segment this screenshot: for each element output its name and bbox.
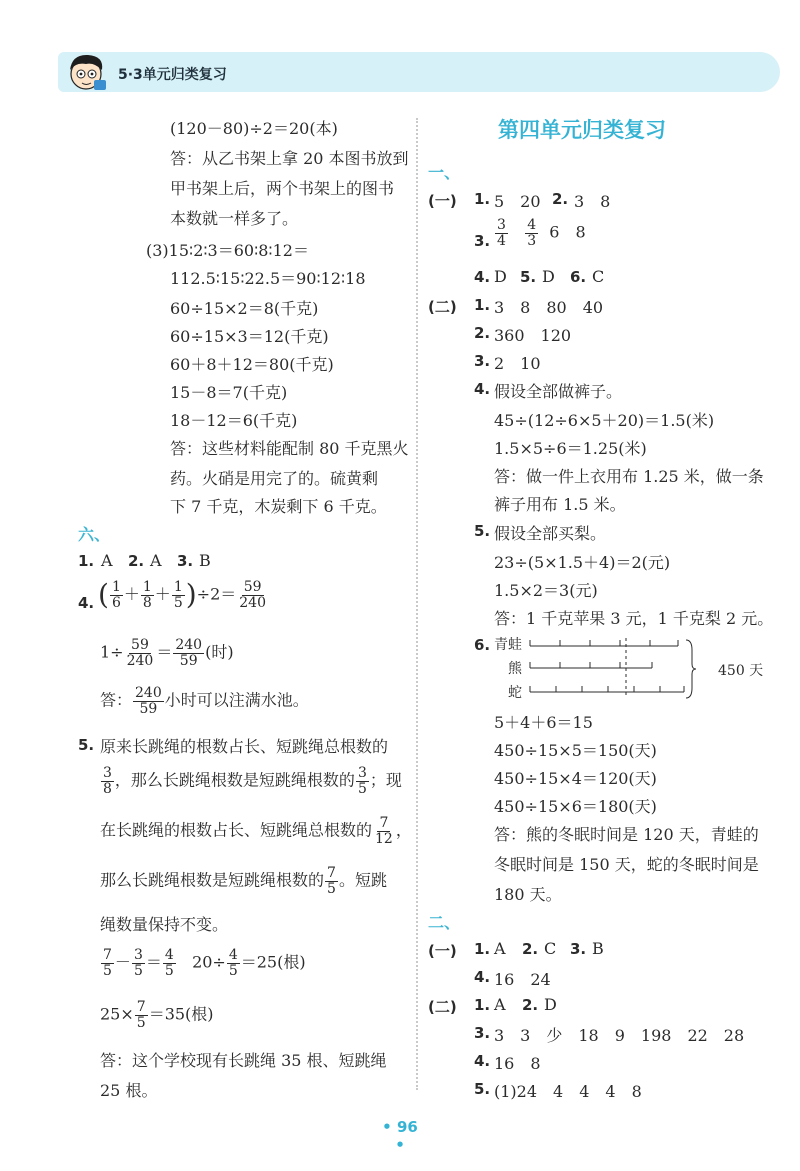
question-number: 2. <box>474 324 491 342</box>
calc-line: 45÷(12÷6×5＋20)＝1.5(米) <box>494 411 715 430</box>
answer-text: $\frac{3}{4}$ $\frac{4}{3}$ 6 8 <box>497 217 586 249</box>
answer-line: 药。火硝是用完了的。硫黄剩 <box>170 469 379 488</box>
question-number: 2. <box>552 190 569 208</box>
calc-line: 5＋4＋6＝15 <box>494 713 593 732</box>
calc-line: 15－8＝7(千克) <box>170 383 288 402</box>
question-number: 3. <box>570 940 587 958</box>
answer-text: A <box>494 995 506 1014</box>
question-number: 4. <box>474 380 491 398</box>
formula-line: $\frac{7}{5}$ － $\frac{3}{5}$ ＝ $\frac{4}{5}$ 20÷ $\frac{4}{5}$ ＝25(根) <box>103 947 306 979</box>
part-label: (一) <box>428 942 457 960</box>
diagram-label-snake: 蛇 <box>508 685 522 701</box>
problem-line: 那么长跳绳根数是短跳绳根数的 $\frac{7}{5}$ 。短跳 <box>100 865 387 897</box>
calc-line: (120－80)÷2＝20(本) <box>170 119 338 138</box>
calc-line: 1.5×5÷6＝1.25(米) <box>494 439 647 458</box>
header-title: 5·3单元归类复习 <box>118 67 227 83</box>
question-number: 5. <box>474 522 491 540</box>
question-number: 3. <box>474 232 491 250</box>
answer-line: 答：这个学校现有长跳绳 35 根、短跳绳 <box>100 1051 387 1070</box>
answer-text: 假设全部做裤子。 <box>494 382 623 401</box>
question-number: 1. <box>474 996 491 1014</box>
answer-line: 180 天。 <box>494 885 562 904</box>
problem-line: 绳数量保持不变。 <box>100 915 229 934</box>
answer-text: C <box>544 939 557 958</box>
answer-line: 25 根。 <box>100 1081 158 1100</box>
calc-line: 23÷(5×1.5＋4)＝2(元) <box>494 553 671 572</box>
fraction: $\frac{3}{8}$ <box>103 765 112 797</box>
question-number: 2. <box>522 996 539 1014</box>
answer-line: 裤子用布 1.5 米。 <box>494 495 626 514</box>
question-number: 4. <box>78 594 95 612</box>
answer-text: B <box>199 551 211 570</box>
page-number: • 96 • <box>382 1118 418 1154</box>
answer-line: 答：熊的冬眠时间是 120 天，青蛙的 <box>494 825 759 844</box>
answer-text: A <box>150 551 162 570</box>
unit-title: 第四单元归类复习 <box>498 118 666 142</box>
answer-text: B <box>592 939 604 958</box>
question-number: 6. <box>474 636 491 654</box>
part-label: (二) <box>428 998 457 1016</box>
question-number: 2. <box>522 940 539 958</box>
answer-line: 答：从乙书架上拿 20 本图书放到 <box>170 149 409 168</box>
calc-line: (3)15∶2∶3＝60∶8∶12＝ <box>146 241 309 260</box>
question-number: 1. <box>474 190 491 208</box>
fraction: $\frac{4}{3}$ <box>527 217 537 249</box>
question-number: 5. <box>474 1080 491 1098</box>
section-heading: 六、 <box>78 525 111 544</box>
answer-text: D <box>544 995 557 1014</box>
fraction: $\frac{240}{59}$ <box>135 685 162 717</box>
fraction: $\frac{1}{6}$ <box>111 579 121 611</box>
part-label: (一) <box>428 192 457 210</box>
part-label: (二) <box>428 298 457 316</box>
answer-text: 16 24 <box>494 970 551 989</box>
fraction: $\frac{59}{240}$ <box>126 637 154 669</box>
section-heading: 二、 <box>428 913 461 932</box>
question-number: 1. <box>474 940 491 958</box>
column-divider <box>416 118 418 1090</box>
fraction: $\frac{240}{59}$ <box>175 637 203 669</box>
answer-text: 3 8 <box>574 192 611 211</box>
calc-line: 1.5×2＝3(元) <box>494 581 598 600</box>
answer-text: (1)24 4 4 4 8 <box>494 1082 642 1101</box>
fraction: $\frac{7}{12}$ <box>375 815 393 847</box>
question-number: 1. <box>474 296 491 314</box>
formula-line: ( $\frac{1}{6}$ ＋ $\frac{1}{8}$ ＋ $\frac{1}{5}$ )÷2＝ $\frac{59}{240}$ <box>98 578 266 612</box>
diagram-label-frog: 青蛙 <box>494 637 522 653</box>
calc-line: 60÷15×2＝8(千克) <box>170 299 319 318</box>
calc-line: 112.5∶15∶22.5＝90∶12∶18 <box>170 269 366 288</box>
answer-text: 16 8 <box>494 1054 541 1073</box>
formula-line: 1÷ $\frac{59}{240}$ ＝ $\frac{240}{59}$ (时) <box>100 637 234 669</box>
answer-text: 2 10 <box>494 354 541 373</box>
question-number: 4. <box>474 968 491 986</box>
question-number: 6. <box>570 268 587 286</box>
fraction: $\frac{7}{5}$ <box>103 947 112 979</box>
answer-line: 答：做一件上衣用布 1.25 米，做一条 <box>494 467 764 486</box>
answer-line: 本数就一样多了。 <box>170 209 299 228</box>
answer-text: 3 3 少 18 9 198 22 28 <box>494 1026 745 1045</box>
answer-line: 下 7 千克，木炭剩下 6 千克。 <box>170 497 387 516</box>
answer-text: A <box>494 939 506 958</box>
section-heading: 一、 <box>428 163 461 182</box>
fraction: $\frac{7}{5}$ <box>327 865 336 897</box>
segment-diagram <box>526 636 696 702</box>
question-number: 3. <box>177 552 194 570</box>
answer-text: A <box>101 551 113 570</box>
calc-line: 18－12＝6(千克) <box>170 411 298 430</box>
answer-text: D <box>542 267 555 286</box>
answer-line: 答：这些材料能配制 80 千克黑火 <box>170 439 409 458</box>
answer-text: C <box>592 267 605 286</box>
answer-text: D <box>494 267 507 286</box>
diagram-total-label: 450 天 <box>718 663 764 679</box>
answer-text: 3 8 80 40 <box>494 298 604 317</box>
question-number: 5. <box>78 736 95 754</box>
fraction: $\frac{7}{5}$ <box>136 999 146 1031</box>
problem-line: 在长跳绳的根数占长、短跳绳总根数的 $\frac{7}{12}$ ， <box>100 815 412 847</box>
calc-line: 60÷15×3＝12(千克) <box>170 327 329 346</box>
question-number: 3. <box>474 352 491 370</box>
answer-text: 360 120 <box>494 326 572 345</box>
calc-line: 450÷15×6＝180(天) <box>494 797 657 816</box>
problem-line: $\frac{3}{8}$ ，那么长跳绳根数是短跳绳根数的 $\frac{3}{5}$ ；现 <box>103 765 402 797</box>
fraction: $\frac{3}{5}$ <box>133 947 143 979</box>
fraction: $\frac{59}{240}$ <box>239 579 266 611</box>
answer-line: 冬眠时间是 150 天，蛇的冬眠时间是 <box>494 855 759 874</box>
question-number: 1. <box>78 552 95 570</box>
answer-line: 答： $\frac{240}{59}$ 小时可以注满水池。 <box>100 685 309 717</box>
fraction: $\frac{4}{5}$ <box>164 947 174 979</box>
calc-line: 450÷15×4＝120(天) <box>494 769 657 788</box>
fraction: $\frac{3}{4}$ <box>497 217 506 249</box>
mascot-icon <box>64 50 112 94</box>
calc-line: 60＋8＋12＝80(千克) <box>170 355 334 374</box>
question-number: 4. <box>474 1052 491 1070</box>
formula-line: 25× $\frac{7}{5}$ ＝35(根) <box>100 999 214 1031</box>
answer-line: 甲书架上后，两个书架上的图书 <box>170 179 395 198</box>
question-number: 3. <box>474 1024 491 1042</box>
answer-line: 答：1 千克苹果 3 元，1 千克梨 2 元。 <box>494 609 774 628</box>
calc-line: 450÷15×5＝150(天) <box>494 741 657 760</box>
fraction: $\frac{1}{5}$ <box>173 579 183 611</box>
question-number: 2. <box>128 552 145 570</box>
fraction: $\frac{4}{5}$ <box>228 947 238 979</box>
fraction: $\frac{1}{8}$ <box>142 579 152 611</box>
question-number: 4. <box>474 268 491 286</box>
answer-text: 假设全部买梨。 <box>494 524 607 543</box>
problem-line: 原来长跳绳的根数占长、短跳绳总根数的 <box>100 737 389 756</box>
fraction: $\frac{3}{5}$ <box>357 765 367 797</box>
question-number: 5. <box>520 268 537 286</box>
diagram-label-bear: 熊 <box>508 661 522 677</box>
answer-text: 5 20 <box>494 192 541 211</box>
